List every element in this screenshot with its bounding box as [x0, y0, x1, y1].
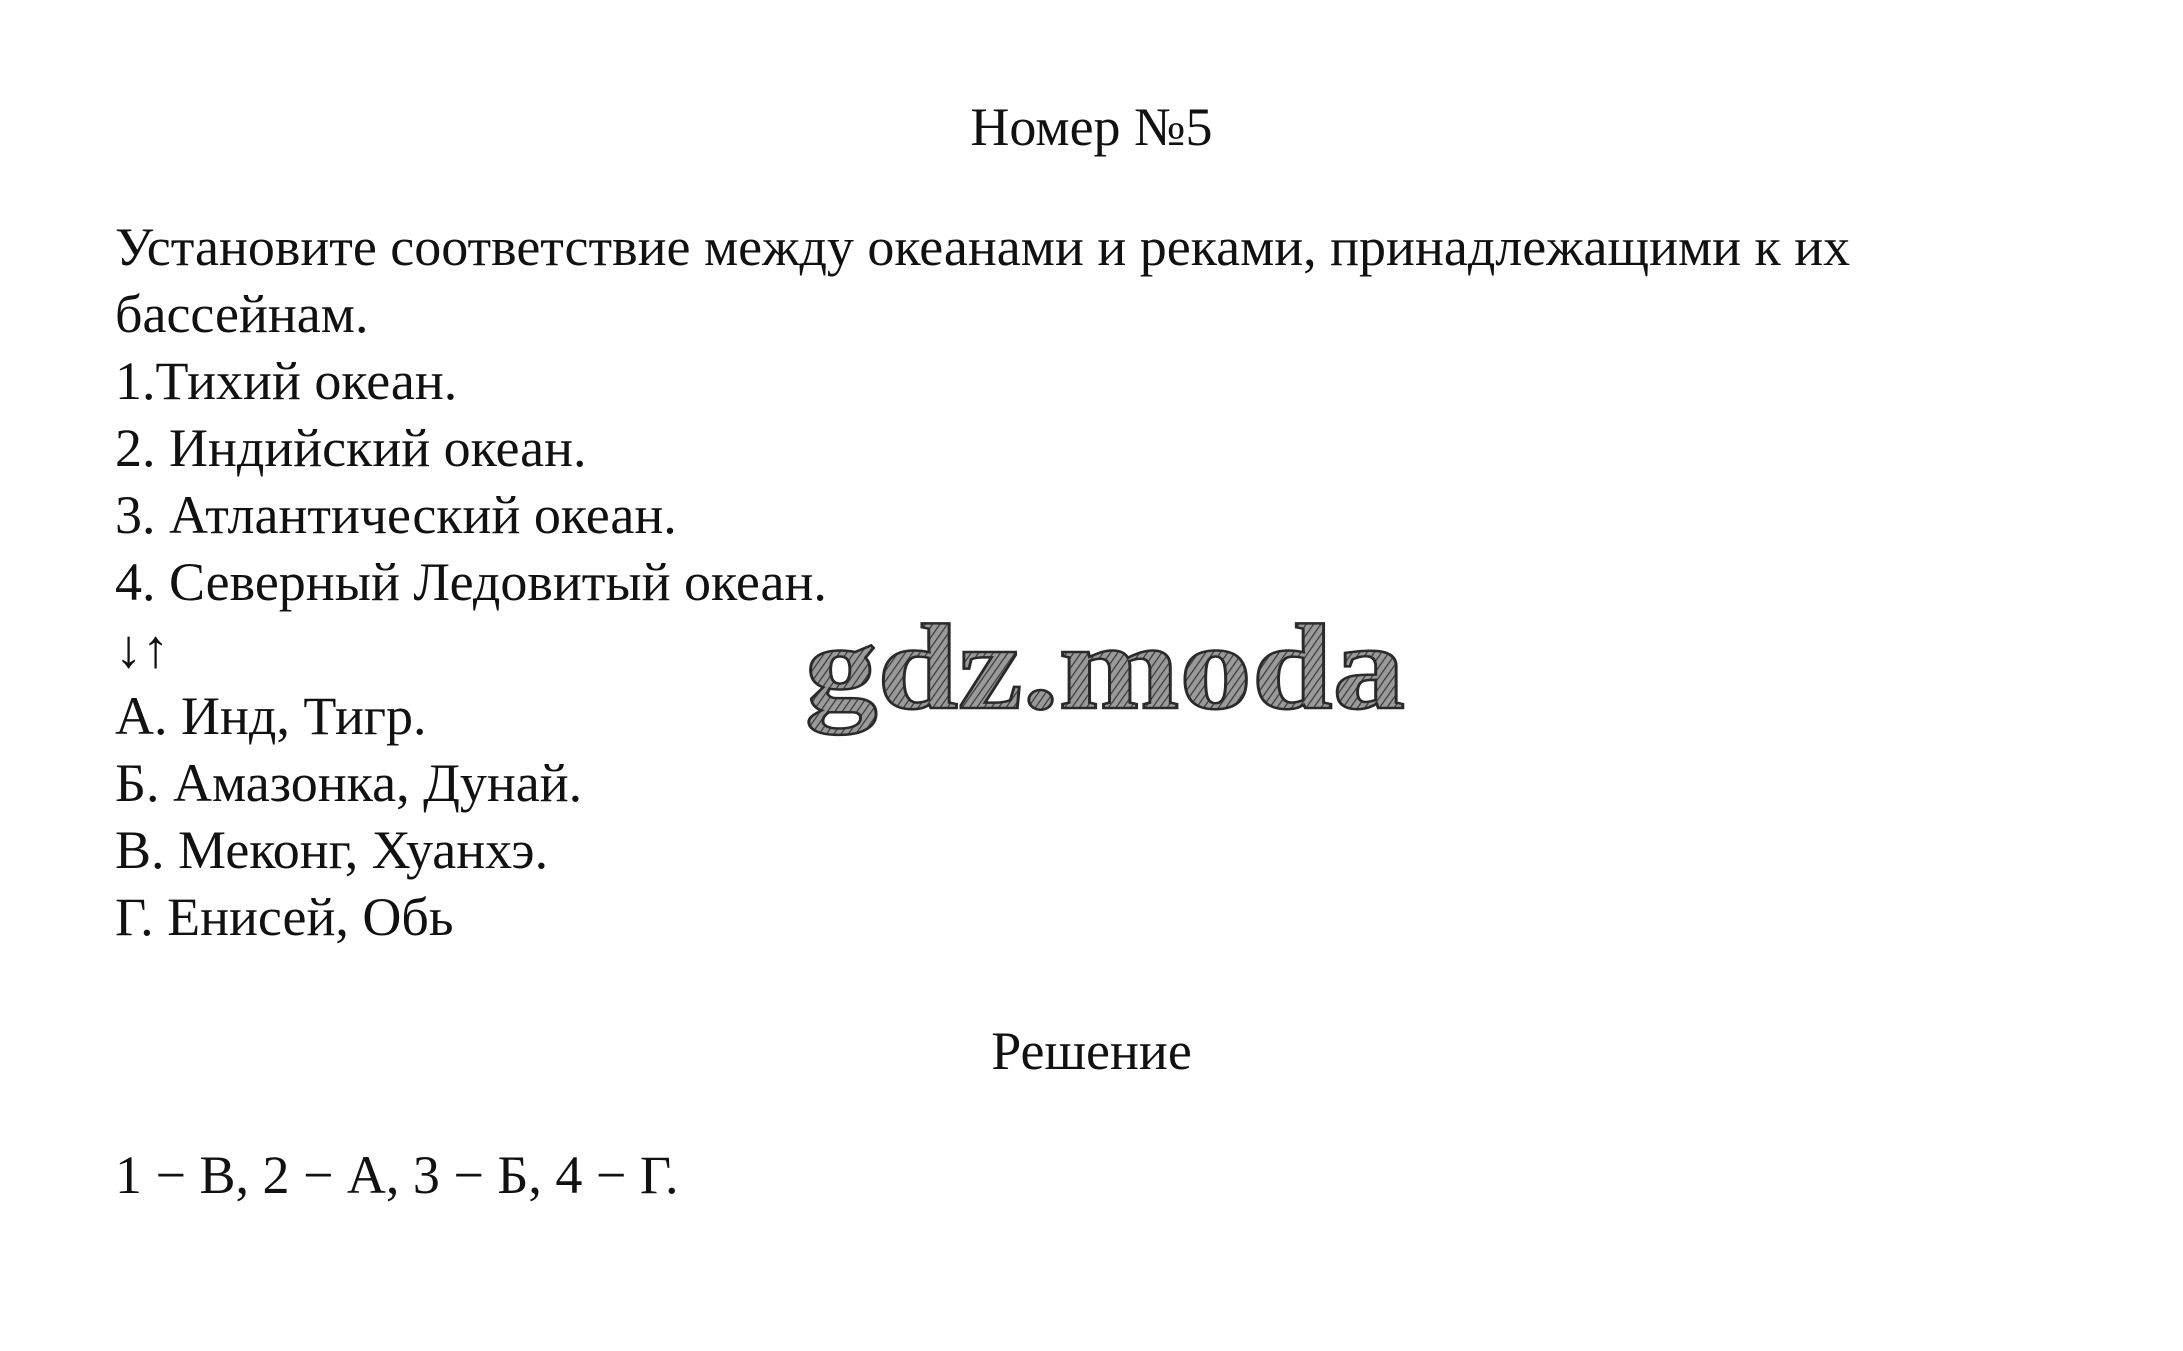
- arrows-symbol: ↓↑: [115, 619, 169, 679]
- river-item-g: Г. Енисей, Обь: [115, 887, 454, 947]
- answer-text: 1 − В, 2 − А, 3 − Б, 4 − Г.: [115, 1145, 679, 1205]
- task-body: [115, 214, 2095, 951]
- watermark-logo: [795, 600, 1415, 750]
- watermark-text: gdz.moda: [805, 600, 1405, 735]
- river-item-a: А. Инд, Тигр.: [115, 686, 427, 746]
- question-text: Установите соответствие между океанами и реками, принадлежащими к их бассейнам.: [115, 217, 1851, 344]
- ocean-item-3: 3. Атлантический океан.: [115, 485, 677, 545]
- solution-heading: Решение: [991, 1021, 1192, 1081]
- ocean-item-1: 1.Тихий океан.: [115, 351, 458, 411]
- ocean-item-2: 2. Индийский океан.: [115, 418, 587, 478]
- page-title: Номер №5: [970, 97, 1213, 157]
- river-item-v: В. Меконг, Хуанхэ.: [115, 820, 549, 880]
- ocean-item-4: 4. Северный Ледовитый океан.: [115, 552, 827, 612]
- river-item-b: Б. Амазонка, Дунай.: [115, 753, 583, 813]
